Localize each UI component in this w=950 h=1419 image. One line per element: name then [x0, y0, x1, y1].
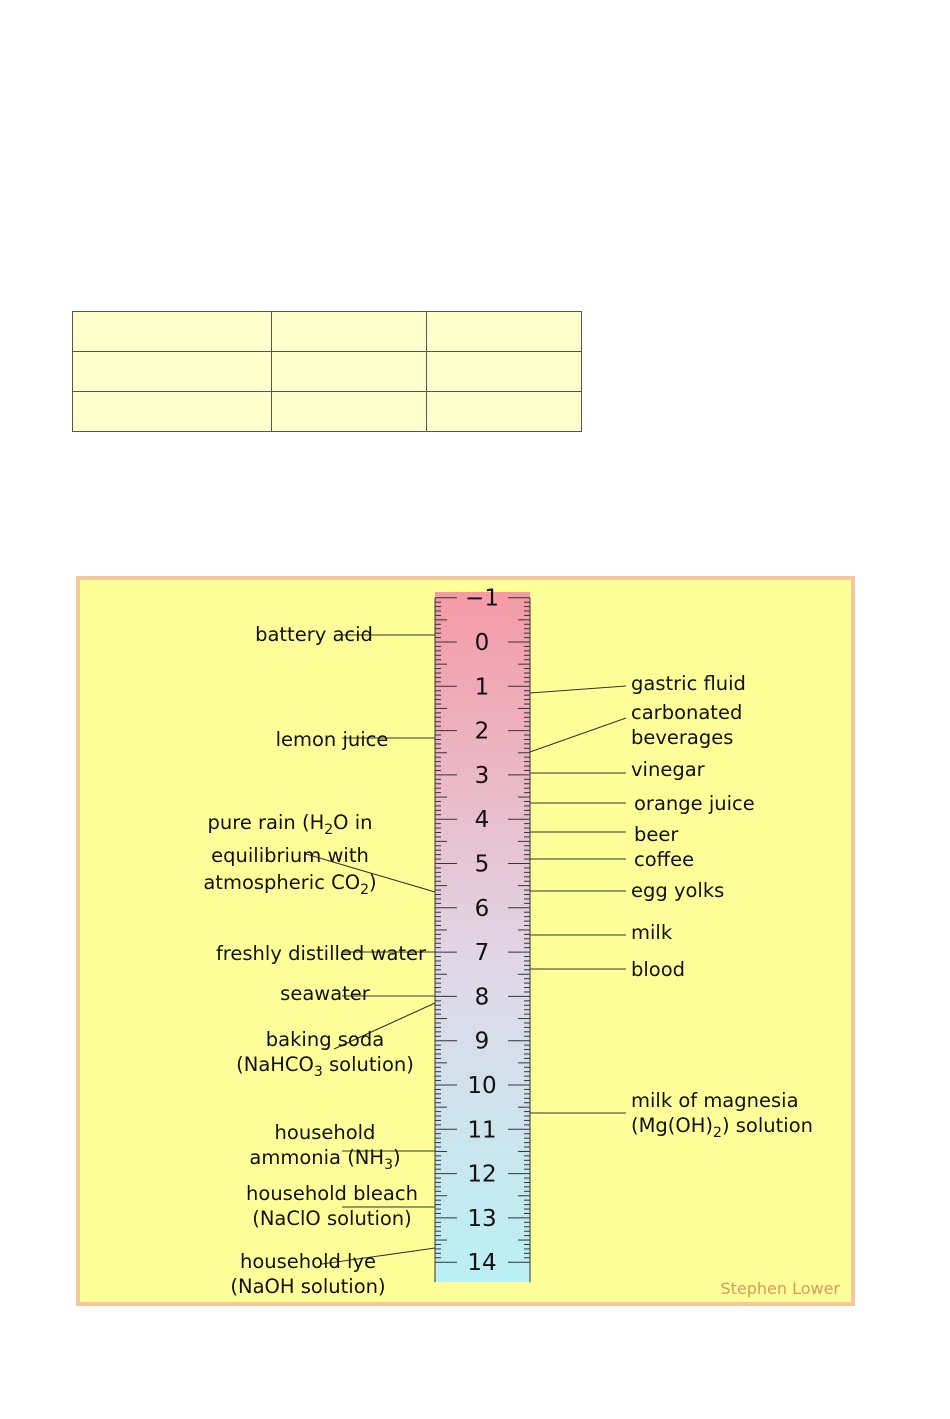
label-line — [631, 879, 724, 902]
label-line — [631, 758, 706, 781]
ph-value-11: 11 — [467, 1117, 497, 1144]
label-household-bleach — [246, 1182, 418, 1230]
label-text: ) solution — [721, 1114, 813, 1137]
label-seawater — [280, 982, 371, 1005]
label-text: vinegar — [631, 758, 705, 781]
ph-scale-panel — [76, 576, 855, 1306]
table-cell — [73, 312, 272, 352]
table-cell — [427, 312, 582, 352]
empty-grid-table — [72, 311, 582, 432]
label-line — [634, 848, 694, 871]
label-line — [634, 792, 755, 815]
table-row — [73, 392, 582, 432]
label-line — [240, 1250, 376, 1273]
label-line — [631, 1089, 799, 1112]
table-cell — [427, 392, 582, 432]
leader-line-carbonated-beverages — [530, 718, 626, 752]
label-milk-of-magnesia — [631, 1089, 813, 1141]
label-text: blood — [631, 958, 686, 981]
table-cell — [73, 392, 272, 432]
label-text: seawater — [280, 982, 370, 1005]
label-carbonated-beverages — [631, 701, 742, 749]
label-line — [211, 844, 369, 867]
label-text: O in — [333, 811, 373, 834]
label-orange-juice — [634, 792, 755, 815]
label-line — [249, 1146, 400, 1173]
label-vinegar — [631, 758, 706, 781]
label-text: atmospheric CO — [203, 871, 361, 894]
label-line — [203, 871, 376, 898]
label-line — [631, 672, 746, 695]
label-household-lye — [230, 1250, 385, 1298]
table-cell — [73, 352, 272, 392]
label-line — [236, 1053, 414, 1080]
subscript-text: 3 — [313, 1064, 323, 1080]
label-lemon-juice — [276, 728, 389, 751]
table-cell — [272, 312, 427, 352]
label-line — [634, 823, 679, 846]
table-cell — [272, 392, 427, 432]
ph-value-13: 13 — [467, 1205, 497, 1232]
label-text: carbonated — [631, 701, 743, 724]
label-household-ammonia — [249, 1121, 400, 1173]
label-line — [631, 1114, 813, 1141]
label-line — [275, 1121, 376, 1144]
ph-value-2: 2 — [474, 718, 490, 745]
credit-text: Stephen Lower — [720, 1279, 840, 1298]
label-text: milk — [631, 921, 673, 944]
label-line — [230, 1275, 385, 1298]
label-text: (NaHCO — [236, 1053, 314, 1076]
subscript-text: 2 — [360, 882, 370, 898]
label-text: pure rain (H — [207, 811, 325, 834]
label-text: household — [274, 1121, 376, 1144]
label-text: beer — [634, 823, 679, 846]
ph-value-3: 3 — [474, 762, 490, 789]
ph-value-6: 6 — [474, 895, 490, 922]
ph-value-10: 10 — [467, 1073, 497, 1099]
label-text: (Mg(OH) — [631, 1114, 714, 1137]
subscript-text: 2 — [324, 822, 334, 838]
table-row — [73, 312, 582, 352]
label-text: gastric fluid — [631, 672, 746, 695]
label-pure-rain — [203, 811, 376, 898]
ph-value-14: 14 — [467, 1250, 497, 1277]
table-row — [73, 352, 582, 392]
label-line — [631, 921, 673, 944]
label-text: lemon juice — [275, 728, 389, 751]
ph-value-8: 8 — [474, 984, 490, 1011]
label-gastric-fluid — [631, 672, 746, 695]
label-line — [276, 728, 389, 751]
label-text: battery acid — [255, 623, 373, 646]
label-text: baking soda — [265, 1028, 385, 1051]
label-text: ammonia (NH — [249, 1146, 385, 1169]
leader-line-gastric-fluid — [530, 686, 626, 693]
label-line — [631, 701, 742, 724]
label-coffee — [634, 848, 694, 871]
label-text: orange juice — [634, 792, 755, 815]
label-text: (NaClO solution) — [252, 1207, 412, 1230]
ph-value-12: 12 — [467, 1161, 497, 1188]
table-cell — [272, 352, 427, 392]
ph-value-minus-1: −1 — [465, 585, 499, 612]
label-line — [208, 811, 373, 838]
label-text: solution) — [322, 1053, 414, 1076]
label-line — [216, 942, 427, 965]
ph-scale-diagram — [80, 580, 851, 1302]
ph-value-5: 5 — [474, 851, 490, 878]
label-line — [631, 726, 733, 749]
label-text: (NaOH solution) — [230, 1275, 386, 1298]
ph-value-7: 7 — [474, 940, 490, 967]
ph-value-9: 9 — [474, 1028, 490, 1055]
table-cell — [427, 352, 582, 392]
label-beer — [634, 823, 679, 846]
label-text: milk of magnesia — [631, 1089, 799, 1112]
label-blood — [631, 958, 685, 981]
label-baking-soda — [236, 1028, 414, 1080]
label-milk — [631, 921, 673, 944]
label-text: coffee — [634, 848, 695, 871]
label-line — [266, 1028, 384, 1051]
label-text: household lye — [239, 1250, 377, 1273]
ph-value-0: 0 — [474, 630, 490, 656]
label-text: freshly distilled water — [215, 942, 427, 965]
label-egg-yolks — [631, 879, 724, 902]
label-text: ) — [392, 1146, 401, 1169]
label-line — [246, 1182, 418, 1205]
label-text: equilibrium with — [211, 844, 369, 867]
label-line — [252, 1207, 412, 1230]
label-line — [280, 982, 371, 1005]
label-text: household bleach — [246, 1182, 418, 1205]
label-text: beverages — [631, 726, 734, 749]
label-distilled-water — [216, 942, 427, 965]
ph-value-4: 4 — [474, 807, 490, 834]
subscript-text: 2 — [713, 1125, 722, 1141]
label-text: egg yolks — [631, 879, 725, 902]
subscript-text: 3 — [384, 1157, 393, 1173]
label-line — [631, 958, 685, 981]
ph-value-1: 1 — [474, 674, 490, 701]
label-battery-acid — [255, 623, 373, 646]
label-line — [255, 623, 373, 646]
label-text: ) — [369, 871, 377, 894]
